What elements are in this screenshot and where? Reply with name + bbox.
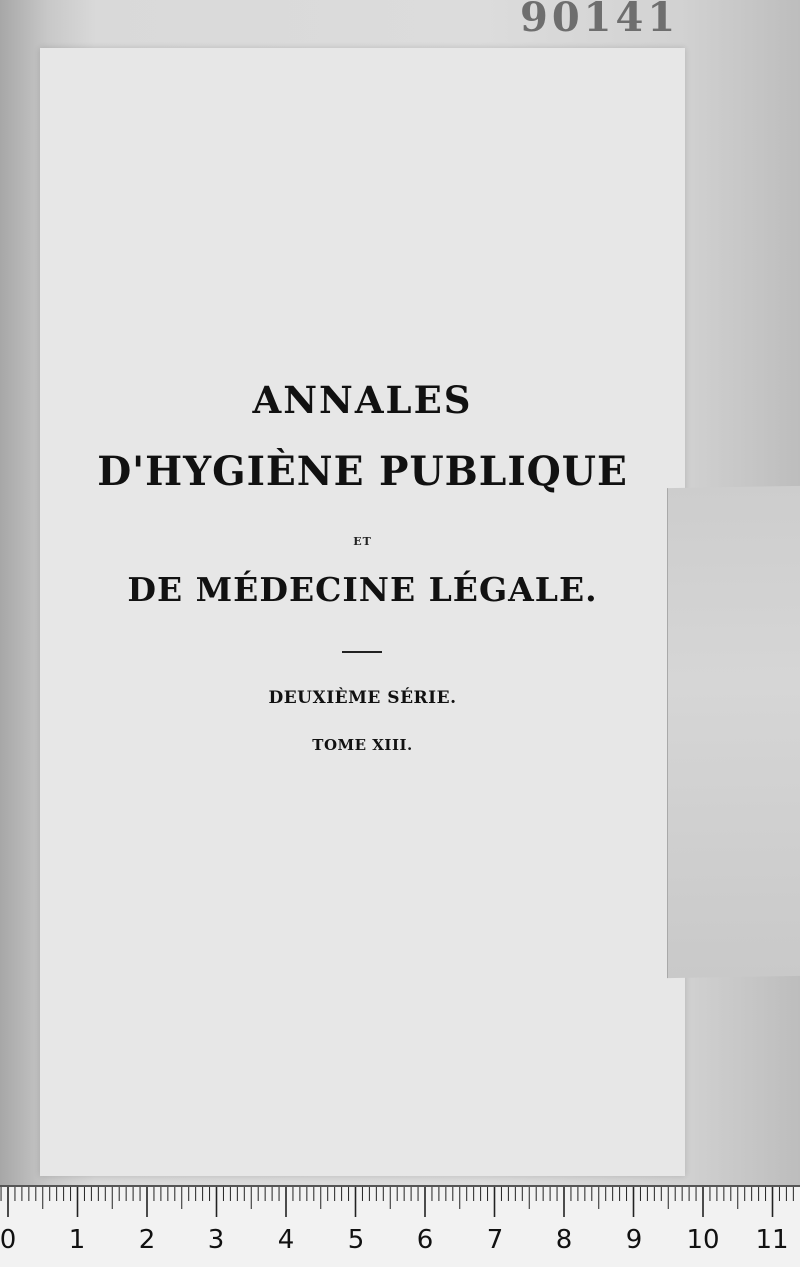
ruler-number: 11 (755, 1225, 789, 1255)
measurement-ruler (0, 1185, 800, 1267)
ruler-number: 7 (486, 1225, 504, 1255)
ruler-number: 0 (0, 1225, 17, 1255)
title-divider (342, 651, 382, 653)
series-label: DEUXIÈME SÉRIE. (268, 688, 457, 708)
ruler-number: 6 (416, 1225, 434, 1255)
title-medecine-legale: DE MÉDECINE LÉGALE. (127, 570, 598, 609)
title-page (40, 48, 685, 1176)
paper-flap (667, 486, 800, 978)
ruler-number: 5 (347, 1225, 365, 1255)
ruler-ticks (0, 1185, 800, 1225)
ruler-number: 8 (555, 1225, 573, 1255)
ruler-number: 3 (207, 1225, 225, 1255)
title-annales: ANNALES (252, 378, 473, 422)
ruler-number: 1 (68, 1225, 86, 1255)
ruler-number: 10 (686, 1225, 720, 1255)
ruler-number: 9 (625, 1225, 643, 1255)
ruler-number: 4 (277, 1225, 295, 1255)
title-conjunction: ET (353, 535, 372, 548)
ruler-number: 2 (138, 1225, 156, 1255)
catalog-number: 90141 (520, 0, 680, 41)
volume-label: TOME XIII. (312, 736, 413, 754)
title-hygiene-publique: D'HYGIÈNE PUBLIQUE (97, 448, 628, 495)
